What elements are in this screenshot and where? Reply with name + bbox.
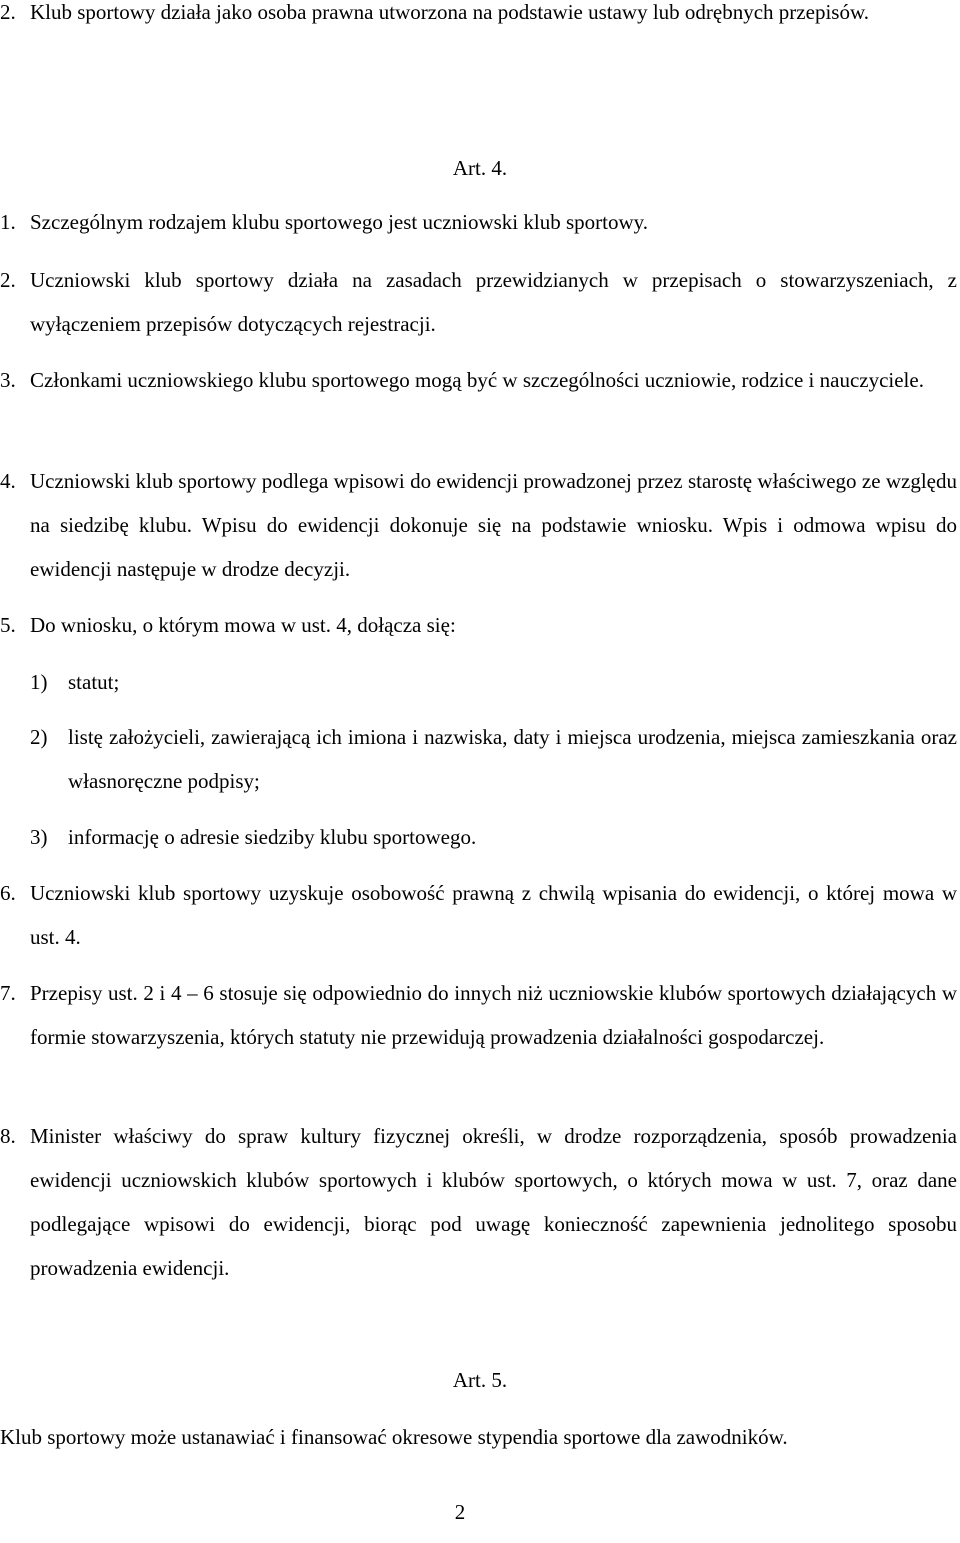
art4-point-3 [0, 358, 957, 402]
point-text: Minister właściwy do spraw kultury fizycznej określi, w drodze rozporządzenia, sposób prowadzenia ewidencji uczniowskich klubów sportowych i klubów sportowych, o których mowa w ust. 7, oraz dane podlegające wpisowi do ewidencji, biorąc pod uwagę konieczność zapewnienia jednolitego sposobu prowadzenia ewidencji. [30, 1124, 957, 1280]
subpoint-text: informację o adresie siedziby klubu sportowego. [68, 825, 477, 849]
art4-point-5 [0, 603, 957, 647]
point-text: Członkami uczniowskiego klubu sportowego mogą być w szczególności uczniowie, rodzice i nauczyciele. [30, 368, 924, 392]
subpoint-text: statut; [68, 670, 120, 694]
art4-point-6 [0, 871, 957, 959]
art4-point-1 [0, 200, 957, 244]
point-text: Uczniowski klub sportowy podlega wpisowi do ewidencji prowadzonej przez starostę właściwego ze względu na siedzibę klubu. Wpisu do ewidencji dokonuje się na podstawie wniosku. Wpis i odmowa wpisu do ewidencji następuje w drodze decyzji. [30, 469, 957, 581]
art4-point-8 [0, 1114, 957, 1290]
point-number: 3. [0, 368, 16, 392]
subpoint-number: 3) [30, 825, 48, 849]
point-text: Przepisy ust. 2 i 4 – 6 stosuje się odpowiednio do innych niż uczniowskie klubów sportowych działających w formie stowarzyszenia, których statuty nie przewidują prowadzenia działalności gospodarczej. [30, 981, 957, 1049]
point-number: 4. [0, 469, 16, 493]
point-number: 1. [0, 210, 16, 234]
point-text: Do wniosku, o którym mowa w ust. 4, dołącza się: [30, 613, 456, 637]
point-number: 6. [0, 881, 16, 905]
point-text: Uczniowski klub sportowy działa na zasadach przewidzianych w przepisach o stowarzyszeniach, z wyłączeniem przepisów dotyczących rejestracji. [30, 268, 957, 336]
article-5-heading: Art. 5. [452, 1368, 508, 1392]
art4-subpoint-1 [30, 660, 957, 704]
article-4-heading: Art. 4. [452, 156, 508, 180]
subpoint-number: 2) [30, 725, 48, 749]
article-5-text: Klub sportowy może ustanawiać i finansować okresowe stypendia sportowe dla zawodników. [0, 1425, 788, 1449]
paragraph-number: 2. [0, 0, 16, 24]
point-number: 2. [0, 268, 16, 292]
art4-subpoint-3 [30, 815, 957, 859]
subpoint-number: 1) [30, 670, 48, 694]
subpoint-text: listę założycieli, zawierającą ich imiona i nazwiska, daty i miejsca urodzenia, miejsca zamieszkania oraz własnoręczne podpisy; [68, 725, 957, 793]
art4-subpoint-2 [30, 715, 957, 803]
paragraph-2-top [0, 0, 957, 34]
point-text: Szczególnym rodzajem klubu sportowego jest uczniowski klub sportowy. [30, 210, 649, 234]
art4-point-4 [0, 459, 957, 591]
art4-point-7 [0, 971, 957, 1059]
page-number: 2 [454, 1500, 466, 1524]
paragraph-text: Klub sportowy działa jako osoba prawna utworzona na podstawie ustawy lub odrębnych przepisów. [30, 0, 870, 24]
point-number: 8. [0, 1124, 16, 1148]
point-number: 5. [0, 613, 16, 637]
art4-point-2 [0, 258, 957, 346]
point-text: Uczniowski klub sportowy uzyskuje osobowość prawną z chwilą wpisania do ewidencji, o której mowa w ust. 4. [30, 881, 957, 949]
point-number: 7. [0, 981, 16, 1005]
